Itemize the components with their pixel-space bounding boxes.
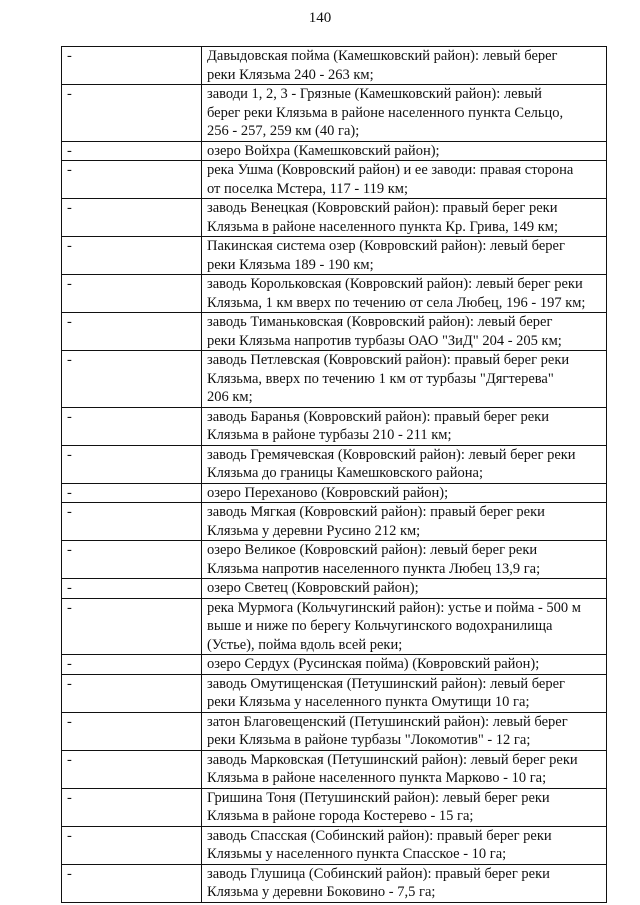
row-marker: - [62, 598, 202, 655]
row-text: Гришина Тоня (Петушинский район): левый берег реки Клязьма в районе города Костерево - 15 га; [202, 788, 607, 826]
table-row [62, 864, 607, 902]
row-text: Пакинская система озер (Ковровский район): левый берег реки Клязьма 189 - 190 км; [202, 237, 607, 275]
table-row [62, 674, 607, 712]
row-text: река Ушма (Ковровский район) и ее заводи: правая сторона от поселка Мстера, 117 - 119 км; [202, 161, 607, 199]
table-row [62, 788, 607, 826]
table-row [62, 445, 607, 483]
row-text: заводь Марковская (Петушинский район): левый берег реки Клязьма в районе населенного пункта Марково - 10 га; [202, 750, 607, 788]
table-body [62, 47, 607, 903]
row-marker: - [62, 712, 202, 750]
row-marker: - [62, 275, 202, 313]
table-row [62, 655, 607, 675]
row-text: заводь Корольковская (Ковровский район): левый берег реки Клязьма, 1 км вверх по течению от села Любец, 196 - 197 км; [202, 275, 607, 313]
row-text: заводь Петлевская (Ковровский район): правый берег реки Клязьма, вверх по течению 1 км от турбазы "Дягтерева" 206 км; [202, 351, 607, 408]
table-row [62, 237, 607, 275]
table-row [62, 598, 607, 655]
table-row [62, 407, 607, 445]
row-marker: - [62, 85, 202, 142]
row-text: заводь Мягкая (Ковровский район): правый берег реки Клязьма у деревни Русино 212 км; [202, 503, 607, 541]
table-row [62, 750, 607, 788]
row-marker: - [62, 503, 202, 541]
row-text: заводь Тиманьковская (Ковровский район): левый берег реки Клязьма напротив турбазы ОАО "ЗиД" 204 - 205 км; [202, 313, 607, 351]
row-text: заводь Спасская (Собинский район): правый берег реки Клязьмы у населенного пункта Спасское - 10 га; [202, 826, 607, 864]
row-marker: - [62, 750, 202, 788]
table-row [62, 351, 607, 408]
row-text: заводь Омутищенская (Петушинский район): левый берег реки Клязьма у населенного пункта Омутищи 10 га; [202, 674, 607, 712]
row-marker: - [62, 674, 202, 712]
table-row [62, 47, 607, 85]
row-marker: - [62, 161, 202, 199]
table-row [62, 85, 607, 142]
row-marker: - [62, 351, 202, 408]
row-text: озеро Переханово (Ковровский район); [202, 483, 607, 503]
row-text: озеро Великое (Ковровский район): левый берег реки Клязьма напротив населенного пункта Любец 13,9 га; [202, 541, 607, 579]
document-table [61, 46, 607, 903]
row-text: озеро Светец (Ковровский район); [202, 579, 607, 599]
row-marker: - [62, 407, 202, 445]
table-row [62, 579, 607, 599]
table-row [62, 826, 607, 864]
row-text: заводь Венецкая (Ковровский район): правый берег реки Клязьма в районе населенного пункта Кр. Грива, 149 км; [202, 199, 607, 237]
row-marker: - [62, 655, 202, 675]
table-row [62, 275, 607, 313]
row-text: река Мурмога (Кольчугинский район): устье и пойма - 500 м выше и ниже по берегу Кольчугинского водохранилища (Устье), пойма вдоль всей реки; [202, 598, 607, 655]
row-marker: - [62, 864, 202, 902]
page-number: 140 [308, 10, 332, 26]
row-text: заводь Глушица (Собинский район): правый берег реки Клязьма у деревни Боковино - 7,5 га; [202, 864, 607, 902]
table-row [62, 541, 607, 579]
row-marker: - [62, 199, 202, 237]
row-text: озеро Войхра (Камешковский район); [202, 141, 607, 161]
row-marker: - [62, 313, 202, 351]
table-row [62, 313, 607, 351]
row-marker: - [62, 788, 202, 826]
row-text: озеро Сердух (Русинская пойма) (Ковровский район); [202, 655, 607, 675]
table-row [62, 712, 607, 750]
table-row [62, 483, 607, 503]
row-marker: - [62, 579, 202, 599]
table-row [62, 141, 607, 161]
row-text: заводь Гремячевская (Ковровский район): левый берег реки Клязьма до границы Камешковского района; [202, 445, 607, 483]
table-row [62, 161, 607, 199]
row-marker: - [62, 141, 202, 161]
table-row [62, 503, 607, 541]
row-text: затон Благовещенский (Петушинский район): левый берег реки Клязьма в районе турбазы "Локомотив" - 12 га; [202, 712, 607, 750]
row-marker: - [62, 237, 202, 275]
row-text: заводи 1, 2, 3 - Грязные (Камешковский район): левый берег реки Клязьма в районе населенного пункта Сельцо, 256 - 257, 259 км (40 га); [202, 85, 607, 142]
row-marker: - [62, 541, 202, 579]
row-marker: - [62, 483, 202, 503]
row-text: заводь Баранья (Ковровский район): правый берег реки Клязьма в районе турбазы 210 - 211 км; [202, 407, 607, 445]
row-text: Давыдовская пойма (Камешковский район): левый берег реки Клязьма 240 - 263 км; [202, 47, 607, 85]
table-row [62, 199, 607, 237]
row-marker: - [62, 445, 202, 483]
row-marker: - [62, 826, 202, 864]
row-marker: - [62, 47, 202, 85]
